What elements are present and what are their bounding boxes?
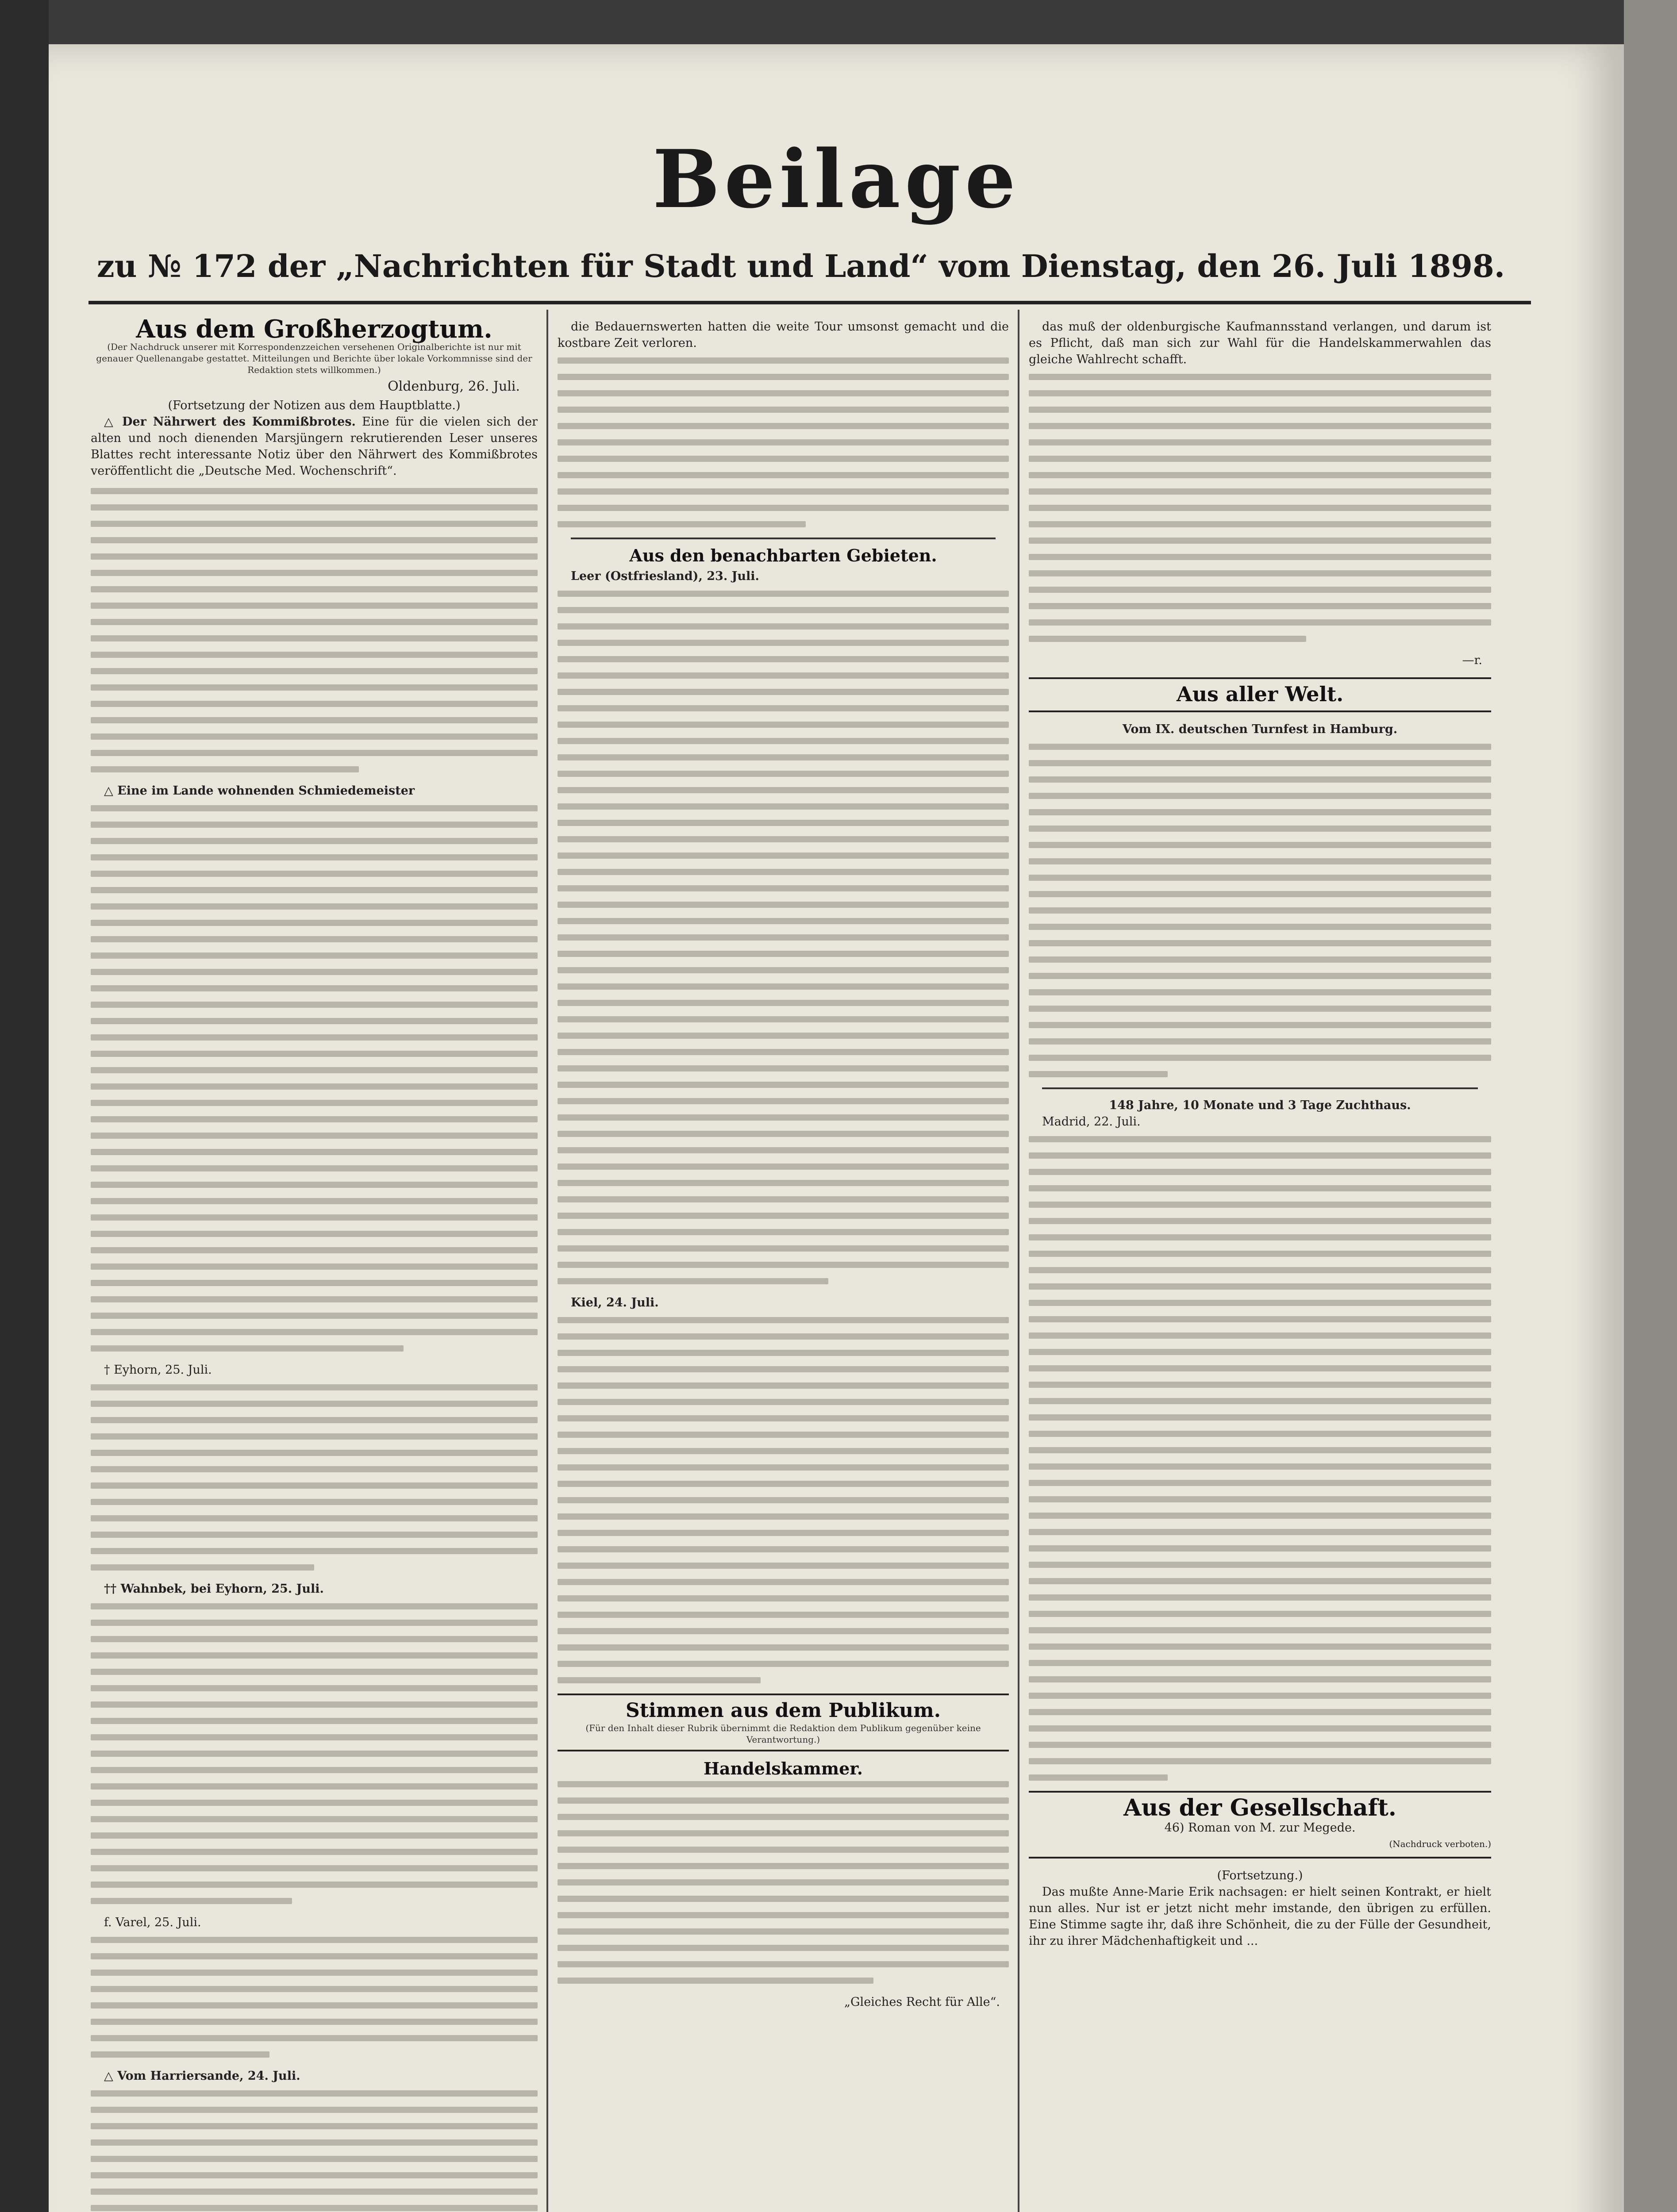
publikum-disclaimer: (Für den Inhalt dieser Rubrik übernimmt die Redaktion dem Publikum gegenüber keine Verantwortung.) <box>585 1723 981 1745</box>
section-heading-publikum: Stimmen aus dem Publikum. <box>625 1699 941 1722</box>
text-block <box>91 1603 538 1904</box>
article-lead: △ Der Nährwert des Kommißbrotes. <box>104 415 356 429</box>
novel-author <box>1029 1820 1491 1836</box>
letter-heading-handelskammer: Handelskammer. <box>703 1759 863 1778</box>
article-eyhorn-lead: † Eyhorn, 25. Juli. <box>104 1363 212 1377</box>
supplement-title: Beilage <box>652 133 1020 226</box>
section-heading-nachbargebiete: Aus den benachbarten Gebieten. <box>629 545 937 565</box>
text-block <box>91 2090 538 2212</box>
section-heading-grossherzogtum: Aus dem Großherzogtum. <box>136 319 492 344</box>
article-kiel-lead: Kiel, 24. Juli. <box>571 1296 659 1310</box>
text-block <box>558 591 1009 1284</box>
article-continuation: das muß der oldenburgische Kaufmannsstand verlangen, und darum ist es Pflicht, daß man sich zur Wahl für die Handelskammerwahlen das gleiche Wahlrecht schafft. <box>1029 320 1491 366</box>
book-gutter <box>0 0 49 2212</box>
column-divider-1 <box>546 310 548 2212</box>
column-3 <box>1029 319 1491 2212</box>
reprint-note: (Der Nachdruck unserer mit Korrespondenzzeichen versehenen Originalberichte ist nur mit genauer Quellenangabe gestattet. Mitteilungen und Berichte über lokale Vorkommnisse sind der Redaktion stets willkommen.) <box>96 342 532 375</box>
section-heading-gesellschaft: Aus der Gesellschaft. <box>1123 1794 1396 1821</box>
continuation-note: (Fortsetzung der Notizen aus dem Hauptblatte.) <box>168 399 461 412</box>
column-2 <box>558 319 1009 2212</box>
section-heading-aller-welt: Aus aller Welt. <box>1176 682 1344 706</box>
installment-number: 46) <box>1164 1821 1185 1835</box>
article-harriersande-lead: △ Vom Harriersande, 24. Juli. <box>104 2069 300 2083</box>
subheading-zuchthaus: 148 Jahre, 10 Monate und 3 Tage Zuchthaus. <box>1109 1098 1411 1112</box>
column-divider-2 <box>1018 310 1019 2212</box>
article-text: Eine für die vielen sich der alten und noch dienenden Marsjüngern rekrutierenden Leser unseres Blattes recht interessante Notiz über den Nährwert des Kommißbrotes veröffentlicht die „Deutsche Med. Wochenschrift“. <box>91 415 538 478</box>
letter-signature: „Gleiches Recht für Alle“. <box>844 1995 1000 2009</box>
text-block <box>1029 1136 1491 1781</box>
publikum-section <box>558 1694 1009 1751</box>
aller-welt-section <box>1029 677 1491 712</box>
text-block <box>1029 744 1491 1077</box>
text-block <box>91 1937 538 2058</box>
divider <box>571 538 996 539</box>
column-1 <box>91 319 538 2212</box>
text-block <box>1029 374 1491 642</box>
rights-note: (Nachdruck verboten.) <box>1389 1839 1491 1849</box>
page-edge <box>1624 0 1677 2212</box>
subheading-turnfest: Vom IX. deutschen Turnfest in Hamburg. <box>1122 722 1398 736</box>
article-leer-lead: Leer (Ostfriesland), 23. Juli. <box>571 569 759 583</box>
newspaper-page <box>49 44 1624 2212</box>
novel-byline: Roman von M. zur Megede. <box>1188 1821 1356 1835</box>
article-wahnbek-lead: †† Wahnbek, bei Eyhorn, 25. Juli. <box>104 1582 324 1596</box>
signature: —r. <box>1462 653 1482 667</box>
text-block <box>558 1781 1009 1984</box>
article-schmiedemeister-lead: △ Eine im Lande wohnenden Schmiedemeister <box>104 784 415 798</box>
text-block <box>558 357 1009 527</box>
text-block <box>91 488 538 772</box>
text-block <box>558 1317 1009 1683</box>
divider <box>1042 1087 1478 1089</box>
continuation-note: (Fortsetzung.) <box>1217 1869 1303 1882</box>
text-block <box>91 1384 538 1571</box>
dateline-oldenburg: Oldenburg, 26. Juli. <box>388 379 520 394</box>
article-varel-lead: f. Varel, 25. Juli. <box>104 1916 201 1929</box>
novel-text: Das mußte Anne-Marie Erik nachsagen: er hielt seinen Kontrakt, er hielt nun alles. Nur ist er jetzt nicht mehr imstande, den übrigen zu erfüllen. Eine Stimme sagte ihr, daß ihre Schönheit, die zu der Fülle der Gesundheit, ihr zu ihrer Mädchenhaftigkeit und ... <box>1029 1885 1491 1948</box>
article-kommissbrot <box>91 414 538 479</box>
gesellschaft-section <box>1029 1791 1491 1859</box>
article-continuation: die Bedauernswerten hatten die weite Tour umsonst gemacht und die kostbare Zeit verloren. <box>558 320 1009 350</box>
issue-subtitle: zu № 172 der „Nachrichten für Stadt und Land“ vom Dienstag, den 26. Juli 1898. <box>96 248 1505 284</box>
text-block <box>91 805 538 1352</box>
header-rule <box>88 301 1531 304</box>
dateline-madrid: Madrid, 22. Juli. <box>1042 1115 1141 1129</box>
